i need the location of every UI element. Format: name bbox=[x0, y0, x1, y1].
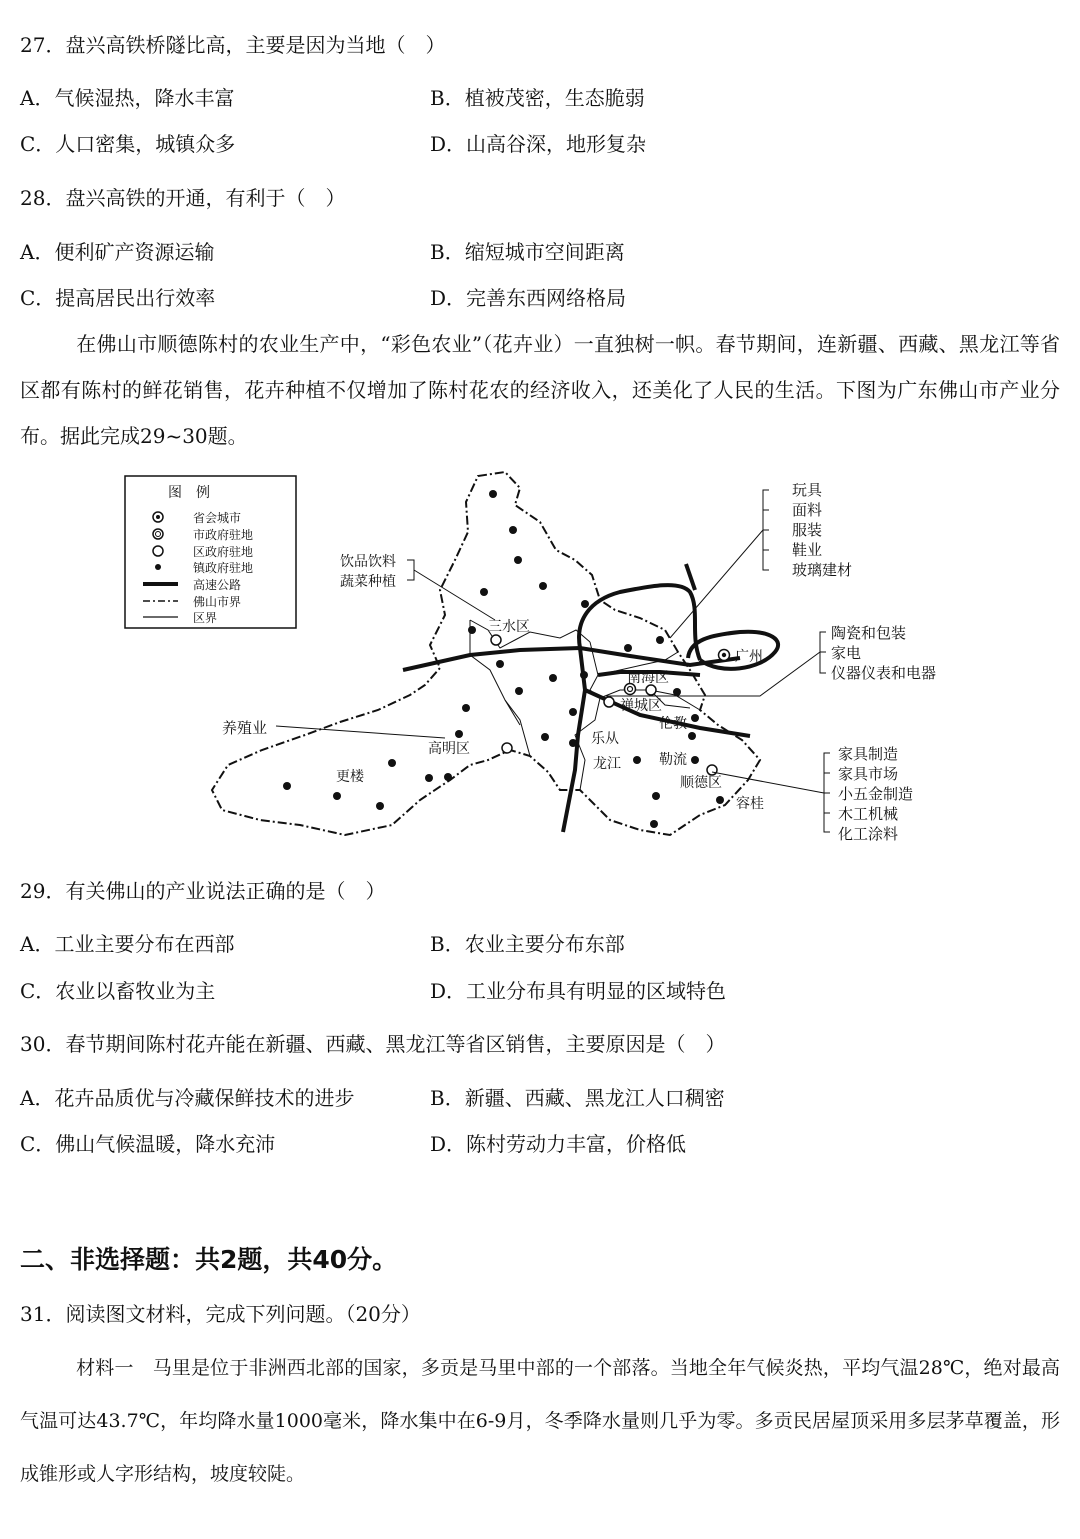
legend-item-town-government: 镇政府驻地 bbox=[193, 561, 254, 575]
callout-sanshui-line-2: 蔬菜种植 bbox=[340, 574, 396, 590]
q28-option-a: A．便利矿产资源运输 bbox=[20, 240, 215, 264]
callout-nanhai-line-3: 服装 bbox=[792, 521, 823, 539]
callout-shunde bbox=[712, 745, 913, 843]
q27-option-a: A．气候湿热，降水丰富 bbox=[20, 86, 235, 110]
callout-nanhai-line-4: 鞋业 bbox=[792, 541, 823, 559]
callout-sanshui-line-1: 饮品饮料 bbox=[340, 554, 396, 570]
map-legend bbox=[125, 476, 296, 628]
passage-text: 在佛山市顺德陈村的农业生产中，“彩色农业”（花卉业）一直独树一帜。春节期间，连新疆、西藏、黑龙江等省区都有陈村的鲜花销售，花卉种植不仅增加了陈村花农的经济收入，还美化了人民的生活。下图为广东佛山市产业分布。据此完成29~30题。 bbox=[20, 332, 1060, 448]
q29-option-c: C．农业以畜牧业为主 bbox=[20, 979, 216, 1003]
legend-item-city-government: 市政府驻地 bbox=[193, 528, 254, 542]
label-shunde: 顺德区 bbox=[680, 775, 722, 791]
q31-material-paragraph bbox=[20, 1342, 1060, 1501]
q28-option-d: D．完善东西网络格局 bbox=[430, 286, 627, 310]
label-genglou: 更楼 bbox=[336, 769, 364, 785]
label-longjiang: 龙江 bbox=[593, 756, 621, 772]
passage-paragraph bbox=[20, 321, 1060, 459]
label-guangzhou: 广州 bbox=[735, 649, 763, 665]
legend-title: 图 例 bbox=[168, 485, 210, 501]
q29-option-d: D．工业分布具有明显的区域特色 bbox=[430, 979, 727, 1003]
label-gaoming: 高明区 bbox=[428, 741, 470, 757]
q28-option-b: B．缩短城市空间距离 bbox=[430, 240, 625, 264]
legend-item-district-government: 区政府驻地 bbox=[193, 545, 254, 559]
q27-option-c: C．人口密集，城镇众多 bbox=[20, 132, 236, 156]
label-lunjiao: 伦教 bbox=[659, 716, 687, 732]
label-chancheng: 禅城区 bbox=[620, 698, 662, 714]
callout-gaoming bbox=[222, 719, 445, 738]
legend-item-city-boundary: 佛山市界 bbox=[193, 595, 242, 609]
q27-option-b: B．植被茂密，生态脆弱 bbox=[430, 86, 645, 110]
q28-option-c: C．提高居民出行效率 bbox=[20, 286, 216, 310]
legend-item-expressway: 高速公路 bbox=[193, 578, 242, 592]
guangzhou-marker bbox=[719, 650, 730, 661]
q30-option-c: C．佛山气候温暖，降水充沛 bbox=[20, 1132, 276, 1156]
foshan-industry-map bbox=[0, 460, 1080, 860]
legend-item-provincial-capital: 省会城市 bbox=[193, 511, 242, 525]
label-ronggui: 容桂 bbox=[736, 796, 764, 812]
q29-option-a: A．工业主要分布在西部 bbox=[20, 932, 235, 956]
question-31-stem: 31．阅读图文材料，完成下列问题。（20分） bbox=[20, 1302, 421, 1326]
callout-chancheng-line-1: 陶瓷和包装 bbox=[831, 624, 907, 642]
callout-nanhai-line-1: 玩具 bbox=[792, 481, 823, 499]
q31-material-text: 材料一 马里是位于非洲西北部的国家，多贡是马里中部的一个部落。当地全年气候炎热，平均气温28℃，绝对最高气温可达43.7℃，年均降水量1000毫米，降水集中在6-9月，冬季降水量则几乎为零。多贡民居屋顶采用多层茅草覆盖，形成锥形或人字形结构，坡度较陡。 bbox=[20, 1357, 1060, 1485]
q27-option-d: D．山高谷深，地形复杂 bbox=[430, 132, 647, 156]
label-sanshui: 三水区 bbox=[488, 619, 530, 635]
callout-sanshui bbox=[340, 554, 495, 620]
q30-option-b: B．新疆、西藏、黑龙江人口稠密 bbox=[430, 1086, 725, 1110]
question-28-stem: 28．盘兴高铁的开通，有利于（ ） bbox=[20, 186, 346, 210]
callout-chancheng-line-2: 家电 bbox=[831, 644, 862, 662]
callout-shunde-line-5: 化工涂料 bbox=[838, 825, 899, 843]
question-29-stem: 29．有关佛山的产业说法正确的是（ ） bbox=[20, 879, 386, 903]
label-lecong: 乐从 bbox=[591, 731, 619, 747]
callout-nanhai bbox=[670, 481, 852, 638]
callout-nanhai-line-5: 玻璃建材 bbox=[792, 561, 853, 579]
question-27-stem: 27．盘兴高铁桥隧比高，主要是因为当地（ ） bbox=[20, 33, 446, 57]
callout-shunde-line-2: 家具市场 bbox=[838, 765, 899, 783]
label-nanhai: 南海区 bbox=[627, 670, 669, 686]
callout-shunde-line-1: 家具制造 bbox=[838, 745, 899, 763]
legend-item-district-boundary: 区界 bbox=[193, 611, 218, 625]
callout-chancheng-line-3: 仪器仪表和电器 bbox=[831, 664, 937, 682]
callout-gaoming-line-1: 养殖业 bbox=[222, 719, 268, 737]
callout-shunde-line-4: 木工机械 bbox=[838, 805, 899, 823]
expressways bbox=[403, 564, 778, 832]
q30-option-d: D．陈村劳动力丰富，价格低 bbox=[430, 1132, 687, 1156]
callout-nanhai-line-2: 面料 bbox=[792, 501, 823, 519]
section-2-heading: 二、非选择题：共2题，共40分。 bbox=[20, 1245, 398, 1274]
callout-shunde-line-3: 小五金制造 bbox=[838, 785, 914, 803]
question-30-stem: 30．春节期间陈村花卉能在新疆、西藏、黑龙江等省区销售，主要原因是（ ） bbox=[20, 1032, 726, 1056]
q30-option-a: A．花卉品质优与冷藏保鲜技术的进步 bbox=[20, 1086, 355, 1110]
q29-option-b: B．农业主要分布东部 bbox=[430, 932, 625, 956]
label-leliu: 勒流 bbox=[659, 752, 687, 768]
